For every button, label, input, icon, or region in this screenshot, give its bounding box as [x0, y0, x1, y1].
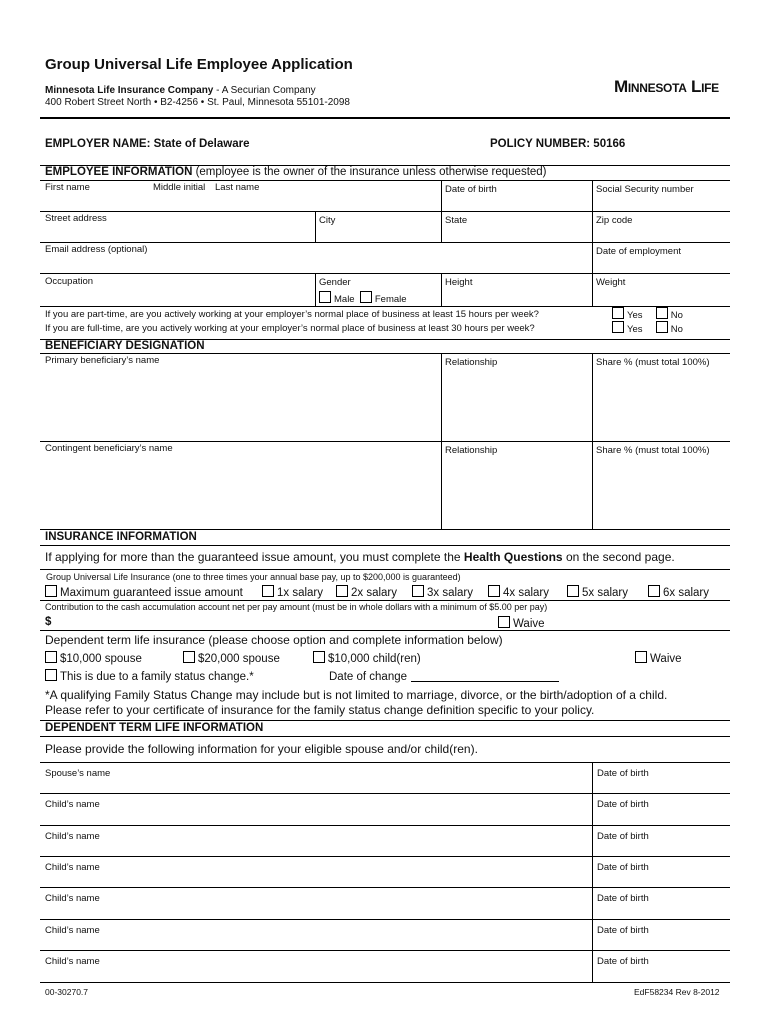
- company-name: Minnesota Life Insurance Company: [45, 85, 214, 96]
- option-label: Maximum guaranteed issue amount: [60, 587, 243, 599]
- rule: [40, 950, 730, 951]
- divider: [592, 762, 593, 982]
- insurance-heading: INSURANCE INFORMATION: [45, 531, 197, 543]
- family-status-label: This is due to a family status change.*: [60, 671, 254, 683]
- 1x-salary-checkbox[interactable]: [262, 585, 274, 597]
- contribution-label: Contribution to the cash accumulation account net per pay amount (must be in whole dollars with a minimum of $5.00 per pay): [45, 602, 548, 612]
- male-label: Male: [334, 294, 355, 305]
- date-of-employment-field[interactable]: Date of employment: [596, 246, 682, 257]
- full-time-question: If you are full-time, are you actively working at your employer’s normal place of business at least 30 hours per week?: [45, 323, 535, 334]
- divider: [315, 273, 316, 306]
- child-4-name-field[interactable]: Child’s name: [45, 893, 100, 904]
- health-questions-note: [45, 550, 675, 564]
- rule: [40, 887, 730, 888]
- full-time-no-checkbox[interactable]: [656, 321, 668, 333]
- header-rule: [40, 117, 730, 119]
- yes-label: Yes: [627, 310, 643, 321]
- rule: [40, 569, 730, 570]
- gender-options: [319, 291, 407, 305]
- primary-relationship-field[interactable]: Relationship: [445, 357, 498, 368]
- child-2-dob-field[interactable]: Date of birth: [597, 831, 649, 842]
- option-label: $10,000 spouse: [60, 653, 142, 665]
- 6x-salary-checkbox[interactable]: [648, 585, 660, 597]
- child-5-dob-field[interactable]: Date of birth: [597, 925, 649, 936]
- child-3-name-field[interactable]: Child’s name: [45, 862, 100, 873]
- divider: [441, 211, 442, 242]
- dependent-section-rule: [40, 720, 730, 721]
- child-3-dob-field[interactable]: Date of birth: [597, 862, 649, 873]
- employer-name: EMPLOYER NAME: State of Delaware: [45, 138, 250, 150]
- 3x-salary-checkbox[interactable]: [412, 585, 424, 597]
- option-label: 5x salary: [582, 587, 629, 599]
- state-field[interactable]: State: [445, 215, 468, 226]
- option-label: $10,000 child(ren): [328, 653, 421, 665]
- contingent-share-field[interactable]: Share % (must total 100%): [596, 445, 710, 456]
- full-time-answers: [612, 321, 683, 335]
- rule: [40, 180, 730, 181]
- divider: [315, 211, 316, 242]
- middle-initial-field[interactable]: Middle initial: [153, 182, 206, 193]
- occupation-field[interactable]: Occupation: [45, 276, 94, 287]
- rule: [40, 762, 730, 763]
- form-number: 00-30270.7: [45, 987, 89, 997]
- option-6x-salary[interactable]: [648, 585, 709, 599]
- waive-label: Waive: [513, 618, 545, 630]
- rule: [40, 242, 730, 243]
- first-name-field[interactable]: First name: [45, 182, 90, 193]
- rule: [40, 856, 730, 857]
- city-field[interactable]: City: [319, 215, 336, 226]
- divider: [441, 180, 442, 211]
- option-3x-salary[interactable]: [412, 585, 473, 599]
- female-label: Female: [374, 294, 407, 305]
- contribution-waive-checkbox[interactable]: [498, 616, 510, 628]
- rule: [40, 982, 730, 983]
- policy-number: POLICY NUMBER: 50166: [490, 138, 626, 150]
- yes-label: Yes: [627, 324, 643, 335]
- option-10k-children[interactable]: [313, 651, 421, 665]
- date-of-change-field[interactable]: [329, 671, 559, 683]
- option-10k-spouse[interactable]: [45, 651, 142, 665]
- beneficiary-heading: BENEFICIARY DESIGNATION: [45, 340, 205, 352]
- child-6-dob-field[interactable]: Date of birth: [597, 956, 649, 967]
- rule: [40, 736, 730, 737]
- option-20k-spouse[interactable]: [183, 651, 280, 665]
- no-label: No: [670, 324, 683, 335]
- gul-label: Group Universal Life Insurance (one to three times your annual base pay, up to $200,000 is guaranteed): [46, 572, 461, 582]
- rule: [40, 630, 730, 631]
- date-of-birth-field[interactable]: Date of birth: [445, 184, 497, 195]
- dependent-insurance-label: Dependent term life insurance (please choose option and complete information below): [45, 633, 503, 647]
- rule: [40, 441, 730, 442]
- spouse-dob-field[interactable]: Date of birth: [597, 768, 649, 779]
- rule: [40, 273, 730, 274]
- certificate-footnote: Please refer to your certificate of insurance for the family status change definition specific to your policy.: [45, 703, 595, 717]
- option-label: 3x salary: [427, 587, 474, 599]
- ssn-field[interactable]: Social Security number: [596, 184, 694, 195]
- child-2-name-field[interactable]: Child’s name: [45, 831, 100, 842]
- street-address-field[interactable]: Street address: [45, 213, 107, 224]
- option-2x-salary[interactable]: [336, 585, 397, 599]
- rule: [40, 211, 730, 212]
- gender-label: Gender: [319, 277, 351, 288]
- divider: [592, 242, 593, 273]
- family-status-checkbox[interactable]: [45, 669, 57, 681]
- part-time-yes-checkbox[interactable]: [612, 307, 624, 319]
- no-label: No: [670, 310, 683, 321]
- rule: [40, 793, 730, 794]
- dependent-instruction: Please provide the following information for your eligible spouse and/or child(ren).: [45, 742, 478, 756]
- part-time-answers: [612, 307, 683, 321]
- date-of-change-line[interactable]: [411, 671, 559, 682]
- part-time-no-checkbox[interactable]: [656, 307, 668, 319]
- child-6-name-field[interactable]: Child’s name: [45, 956, 100, 967]
- option-label: 6x salary: [663, 587, 710, 599]
- zip-code-field[interactable]: Zip code: [596, 215, 633, 226]
- company-suffix: - A Securian Company: [213, 85, 316, 96]
- company-address: 400 Robert Street North • B2-4256 • St. Paul, Minnesota 55101-2098: [45, 97, 350, 108]
- employee-info-heading: [45, 166, 547, 178]
- 10k-spouse-checkbox[interactable]: [45, 651, 57, 663]
- option-label: 4x salary: [503, 587, 550, 599]
- primary-beneficiary-field[interactable]: Primary beneficiary’s name: [45, 355, 160, 366]
- rule: [40, 600, 730, 601]
- 4x-salary-checkbox[interactable]: [488, 585, 500, 597]
- health-questions-link: Health Questions: [463, 550, 563, 564]
- dependent-waive[interactable]: [635, 651, 682, 665]
- female-checkbox[interactable]: [360, 291, 372, 303]
- part-time-question: If you are part-time, are you actively working at your employer’s normal place of business at least 15 hours per week?: [45, 309, 539, 320]
- divider: [592, 180, 593, 211]
- note-start: If applying for more than the guaranteed issue amount, you must complete the: [45, 550, 464, 564]
- weight-field[interactable]: Weight: [596, 277, 626, 288]
- option-label: 2x salary: [351, 587, 398, 599]
- rule: [40, 919, 730, 920]
- contingent-relationship-field[interactable]: Relationship: [445, 445, 498, 456]
- max-guaranteed-checkbox[interactable]: [45, 585, 57, 597]
- dependent-waive-checkbox[interactable]: [635, 651, 647, 663]
- dependent-heading: DEPENDENT TERM LIFE INFORMATION: [45, 722, 264, 734]
- child-4-dob-field[interactable]: Date of birth: [597, 893, 649, 904]
- company-line: [45, 85, 316, 96]
- contribution-waive[interactable]: [498, 616, 545, 630]
- 2x-salary-checkbox[interactable]: [336, 585, 348, 597]
- option-label: $20,000 spouse: [198, 653, 280, 665]
- child-1-dob-field[interactable]: Date of birth: [597, 799, 649, 810]
- child-1-name-field[interactable]: Child’s name: [45, 799, 100, 810]
- form-revision: EdF58234 Rev 8-2012: [634, 987, 720, 997]
- note-end: on the second page.: [562, 550, 675, 564]
- 5x-salary-checkbox[interactable]: [567, 585, 579, 597]
- contingent-beneficiary-field[interactable]: Contingent beneficiary’s name: [45, 443, 173, 454]
- rule: [40, 825, 730, 826]
- date-of-change-label: Date of change: [329, 671, 408, 683]
- minnesota-life-logo: Minnesota Life: [614, 77, 719, 96]
- option-4x-salary[interactable]: [488, 585, 549, 599]
- family-status-option[interactable]: [45, 669, 254, 683]
- email-field[interactable]: Email address (optional): [45, 244, 148, 255]
- rule: [40, 353, 730, 354]
- family-status-footnote: *A qualifying Family Status Change may include but is not limited to marriage, divorce, or the birth/adoption of a child.: [45, 688, 668, 702]
- male-checkbox[interactable]: [319, 291, 331, 303]
- divider: [441, 273, 442, 306]
- employee-info-title: EMPLOYEE INFORMATION: [45, 166, 193, 178]
- 10k-children-checkbox[interactable]: [313, 651, 325, 663]
- option-label: 1x salary: [277, 587, 324, 599]
- contribution-amount-field[interactable]: $: [45, 616, 52, 628]
- height-field[interactable]: Height: [445, 277, 473, 288]
- employee-info-note: (employee is the owner of the insurance unless otherwise requested): [192, 166, 547, 178]
- divider: [592, 211, 593, 242]
- last-name-field[interactable]: Last name: [215, 182, 260, 193]
- 20k-spouse-checkbox[interactable]: [183, 651, 195, 663]
- divider: [592, 273, 593, 306]
- child-5-name-field[interactable]: Child’s name: [45, 925, 100, 936]
- primary-share-field[interactable]: Share % (must total 100%): [596, 357, 710, 368]
- option-1x-salary[interactable]: [262, 585, 323, 599]
- waive-label: Waive: [650, 653, 682, 665]
- option-max-guaranteed[interactable]: [45, 585, 243, 599]
- full-time-yes-checkbox[interactable]: [612, 321, 624, 333]
- insurance-section-rule: [40, 529, 730, 530]
- option-5x-salary[interactable]: [567, 585, 628, 599]
- form-title: Group Universal Life Employee Application: [45, 56, 353, 73]
- rule: [40, 545, 730, 546]
- spouse-name-field[interactable]: Spouse’s name: [45, 768, 111, 779]
